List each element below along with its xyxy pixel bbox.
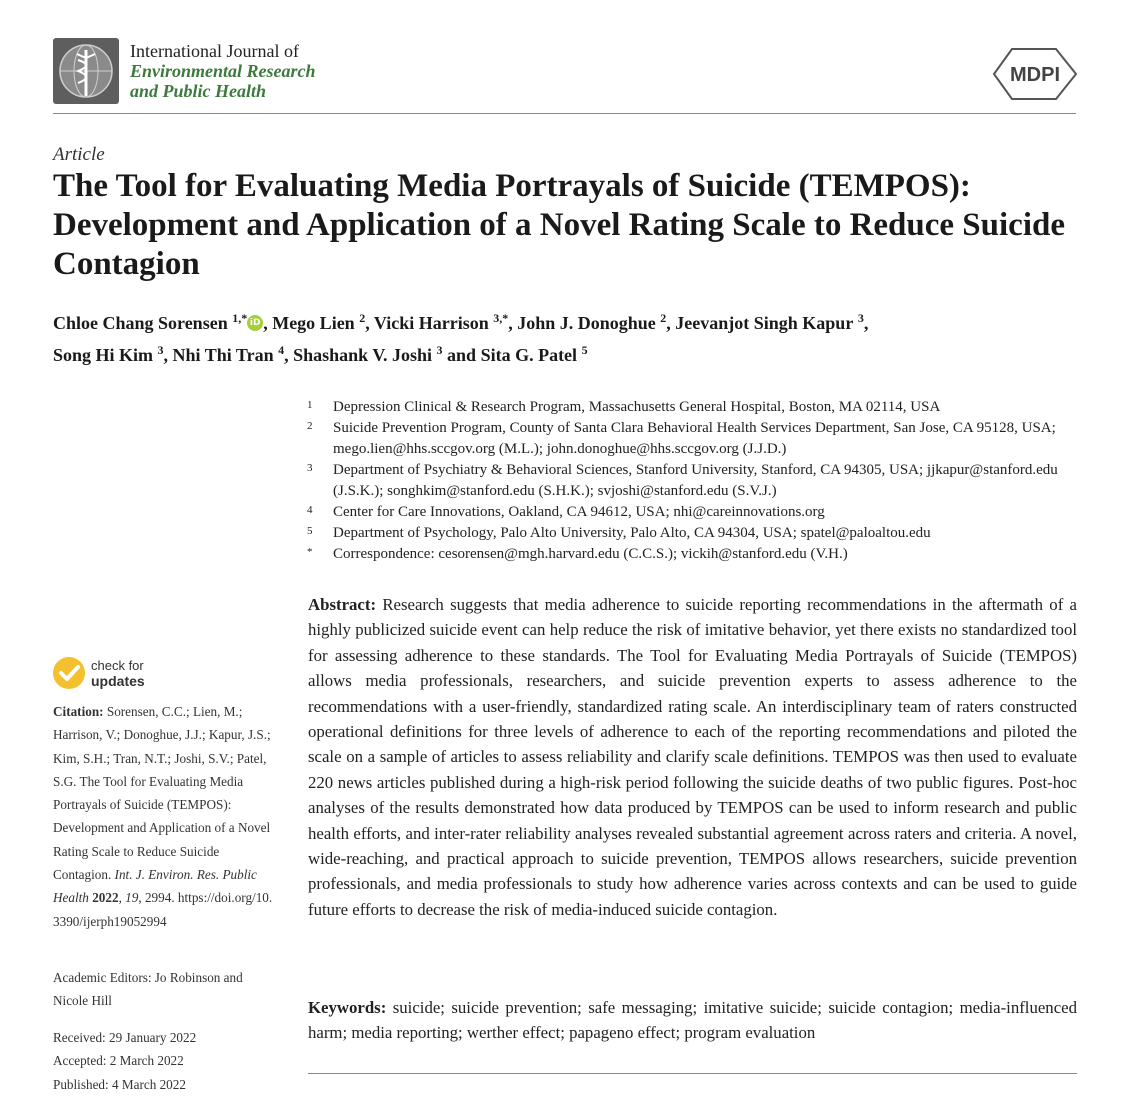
author-name: John J. Donoghue <box>517 313 656 333</box>
globe-caduceus-icon <box>53 38 119 104</box>
citation-text: Sorensen, C.C.; Lien, M.; Harrison, V.; Donoghue, J.J.; Kapur, J.S.; Kim, S.H.; Tran, N.T.; Joshi, S.V.; Patel, S.G. The Tool for Evaluating Media Portrayals of Suicide (TEMPOS): Development and Application of a Novel Rating Scale to Reduce Suicide Contagion. <box>53 704 271 883</box>
citation-pages: 2994. <box>144 890 175 906</box>
journal-name-line1: International Journal of <box>130 41 299 61</box>
keywords-label: Keywords: <box>308 998 387 1017</box>
author-name: Song Hi Kim <box>53 345 154 365</box>
affiliation-text: Center for Care Innovations, Oakland, CA 94612, USA; nhi@careinnovations.org <box>333 504 825 520</box>
affiliation-item <box>307 418 1087 460</box>
citation-doi-link[interactable]: https://doi.org/10.3390/ijerph19052994 <box>53 890 273 929</box>
keywords <box>308 995 1077 1046</box>
journal-logo <box>53 38 119 104</box>
keywords-text: suicide; suicide prevention; safe messaging; imitative suicide; suicide contagion; media-influenced harm; media reporting; werther effect; papageno effect; program evaluation <box>308 998 1077 1043</box>
affiliation-text: Department of Psychiatry & Behavioral Sciences, Stanford University, Stanford, CA 94305, USA; jjkapur@stanford.edu (J.S.K.); songhkim@stanford.edu (S.H.K.); svjoshi@stanford.edu (S.V.J.) <box>333 462 1058 499</box>
affiliation-number: 4 <box>307 504 313 516</box>
citation: Citation: Sorensen, C.C.; Lien, M.; Harrison, V.; Donoghue, J.J.; Kapur, J.S.; Kim, S.H.; Tran, N.T.; Joshi, S.V.; Patel, S.G. The Tool for Evaluating Media Portrayals of Suicide (TEMPOS): Development and Application of a Novel Rating Scale to Reduce Suicide Contagion. Int. J. Environ. Res. Public Health 2022, 19, 2994. https://doi.org/10.3390/ijerph19052994 <box>53 704 273 929</box>
abstract-label: Abstract: <box>308 595 377 614</box>
academic-editors: Academic Editors: Jo Robinson and Nicole Hill <box>53 970 243 1008</box>
affiliation-number: * <box>307 546 313 558</box>
affiliation-text: Suicide Prevention Program, County of Santa Clara Behavioral Health Services Department, San Jose, CA 95128, USA; mego.lien@hhs.sccgov.org (M.L.); john.donoghue@hhs.sccgov.org (J.J.D.) <box>333 420 1056 457</box>
journal-name-line2: Environmental Research <box>130 61 316 81</box>
orcid-icon[interactable]: iD <box>247 315 263 331</box>
citation-journal: Int. J. Environ. Res. Public Health <box>53 867 257 906</box>
affiliation-number: 3 <box>307 462 313 474</box>
affiliation-item <box>307 544 1087 565</box>
author-affiliation-mark: 1,* <box>232 311 248 325</box>
journal-name-line3: and Public Health <box>130 81 267 101</box>
affiliation-number: 2 <box>307 420 313 432</box>
check-updates-line1: check for <box>91 658 144 673</box>
journal-name <box>130 41 316 101</box>
citation-volume: 19 <box>125 890 139 906</box>
article-title: The Tool for Evaluating Media Portrayals of Suicide (TEMPOS): Development and Application of a Novel Rating Scale to Reduce Suicide Contagion <box>53 168 1065 282</box>
author-name: Vicki Harrison <box>373 313 489 333</box>
accepted-date: Accepted: 2 March 2022 <box>53 1053 184 1069</box>
author-name: Chloe Chang Sorensen <box>53 313 228 333</box>
affiliation-number: 5 <box>307 525 313 537</box>
publication-dates <box>53 1026 275 1096</box>
affiliation-item <box>307 523 1087 544</box>
author-affiliation-mark: 3,* <box>493 311 509 325</box>
mdpi-logo <box>990 45 1080 103</box>
author-name: Nhi Thi Tran <box>172 345 274 365</box>
publisher-name: MDPI <box>1010 64 1060 86</box>
author-affiliation-mark: 3 <box>436 343 443 357</box>
author-affiliation-mark: 4 <box>278 343 285 357</box>
author-affiliation-mark: 3 <box>157 343 164 357</box>
affiliation-list <box>307 397 1087 565</box>
affiliation-text: Department of Psychology, Palo Alto University, Palo Alto, CA 94304, USA; spatel@paloaltou.edu <box>333 525 931 541</box>
article-type: Article <box>53 144 105 165</box>
affiliation-item <box>307 502 1087 523</box>
author-affiliation-mark: 2 <box>359 311 366 325</box>
correspondence-text: Correspondence: cesorensen@mgh.harvard.edu (C.C.S.); vickih@stanford.edu (V.H.) <box>333 546 848 562</box>
author-affiliation-mark: 5 <box>581 343 588 357</box>
abstract <box>308 592 1077 922</box>
bottom-divider <box>308 1073 1077 1074</box>
affiliation-number: 1 <box>307 399 313 411</box>
header-divider <box>53 113 1076 114</box>
author-affiliation-mark: 2 <box>660 311 667 325</box>
author-affiliation-mark: 3 <box>857 311 864 325</box>
author-name: Sita G. Patel <box>480 345 578 365</box>
citation-year: 2022 <box>92 890 119 906</box>
citation-label: Citation: <box>53 704 104 719</box>
affiliation-item <box>307 397 1087 418</box>
affiliation-item <box>307 460 1087 502</box>
published-date: Published: 4 March 2022 <box>53 1076 186 1092</box>
abstract-text: Research suggests that media adherence to suicide reporting recommendations in the aftermath of a highly publicized suicide event can help reduce the risk of imitative behavior, yet there exists no standardized tool for assessing adherence to these standards. The Tool for Evaluating Media Portrayals of Suicide (TEMPOS) allows media professionals, researchers, and suicide prevention experts to assess adherence to the recommendations with a user-friendly, standardized rating scale. An interdisciplinary team of raters constructed operational definitions for three levels of adherence to each of the reporting recommendations and piloted the scale on a sample of articles to assess reliability and clarify scale definitions. TEMPOS was then used to evaluate 220 news articles published during a high-risk period following the suicide deaths of two public figures. Post-hoc analyses of the results demonstrated how data produced by TEMPOS can be used to inform research and public health efforts, and inter-rater reliability analyses revealed substantial agreement across raters and criteria. A novel, wide-reaching, and practical approach to suicide prevention, TEMPOS allows researchers, suicide prevention professionals, and media professionals to study how adherence varies across contexts and can be used to guide future efforts to decrease the risk of media-induced suicide contagion. <box>308 595 1077 919</box>
author-list: Chloe Chang Sorensen $^{1,*}$ iD , Mego Lien $^2$, Vicki Harrison $^{3,*}$, John J. Donoghue $^2$, Jeevanjot Singh Kapur $^3$, Song Hi Kim $^3$, Nhi Thi Tran $^4$, Shashank V. Joshi $^3$ and Sita G. Patel $^5$ <box>53 311 869 365</box>
received-date: Received: 29 January 2022 <box>53 1030 197 1045</box>
author-name: Mego Lien <box>272 313 355 333</box>
check-for-updates-badge[interactable] <box>53 655 203 695</box>
author-name: Jeevanjot Singh Kapur <box>675 313 854 333</box>
author-name: Shashank V. Joshi <box>293 345 433 365</box>
check-updates-line2: updates <box>91 673 145 689</box>
affiliation-text: Depression Clinical & Research Program, Massachusetts General Hospital, Boston, MA 02114, USA <box>333 399 941 415</box>
checkmark-icon <box>53 657 85 689</box>
